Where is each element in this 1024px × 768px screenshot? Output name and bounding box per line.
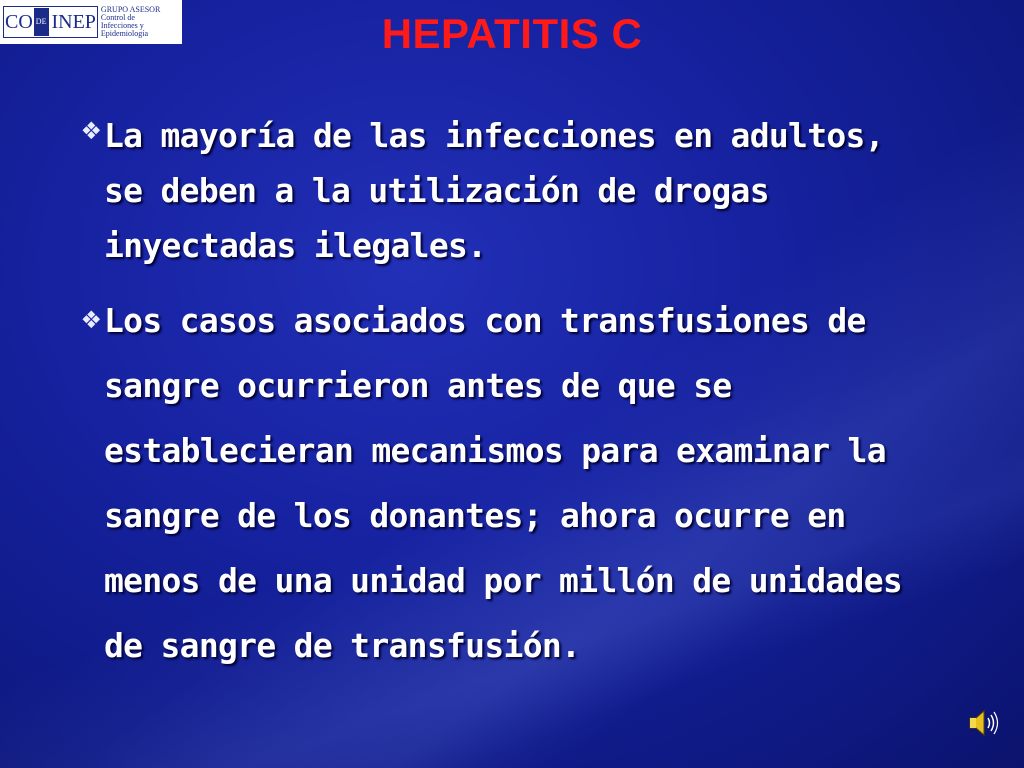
- logo-inep-text: INEP: [48, 8, 96, 36]
- bullet-text: La mayoría de las infecciones en adultos, se deben a la utilización de drogas inyectadas ilegales.: [104, 116, 884, 265]
- diamond-bullet-icon: ❖: [80, 117, 102, 145]
- bullet-text: Los casos asociados con transfusiones de sangre ocurrieron antes de que se establecieran mecanismos para examinar la sangre de los donantes; ahora ocurre en menos de una unidad por millón de unidades de sangre de transfusión.: [104, 301, 903, 665]
- bullet-item: [62, 108, 962, 273]
- slide-title: HEPATITIS C: [381, 10, 643, 57]
- speaker-icon[interactable]: [966, 706, 1000, 740]
- logo-subtitle: GRUPO ASESOR Control de Infecciones y Epidemiología: [100, 5, 161, 38]
- logo-de-text: DE: [34, 8, 49, 36]
- logo-co-text: CO: [5, 11, 33, 33]
- diamond-bullet-icon: ❖: [80, 306, 102, 334]
- bullet-item: [62, 288, 962, 678]
- slide-content: [62, 108, 962, 678]
